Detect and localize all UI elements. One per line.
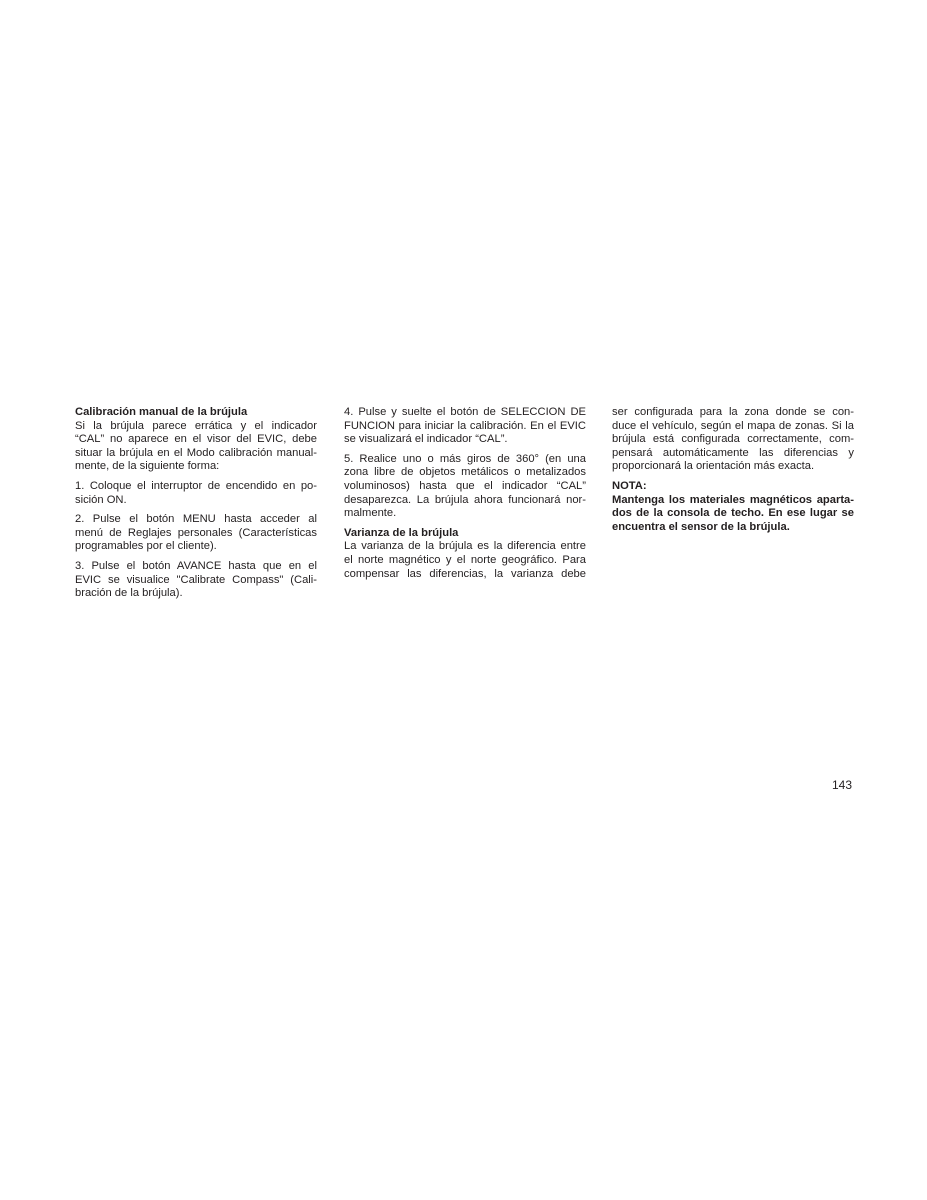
text-line: dos de la consola de techo. En ese lugar se	[612, 507, 854, 520]
text-line: Mantenga los materiales magnéticos aparta-	[612, 493, 854, 506]
text-line: se visualizará el indicador “CAL”.	[344, 433, 508, 446]
text-line: brújula está configurada correctamente, com-	[612, 433, 854, 446]
text-line: situar la brújula en el Modo calibración manual-	[75, 446, 317, 459]
text-line: duce el vehículo, según el mapa de zonas. Si la	[612, 419, 854, 432]
text-line: EVIC se visualice "Calibrate Compass" (Cali-	[75, 573, 317, 586]
text-line: malmente.	[344, 507, 397, 520]
note-paragraph	[612, 494, 854, 535]
text-line: programables por el cliente).	[75, 540, 217, 553]
text-line: desaparezca. La brújula ahora funcionará nor-	[344, 493, 586, 506]
step-2-paragraph	[75, 513, 317, 554]
text-line: pensará automáticamente las diferencias y	[612, 446, 854, 459]
text-line: menú de Reglajes personales (Características	[75, 526, 317, 539]
text-line: el norte magnético y el norte geográfico. Para	[344, 553, 586, 566]
text-line: 5. Realice uno o más giros de 360° (en una	[344, 452, 586, 465]
text-line: Si la brújula parece errática y el indicador	[75, 419, 317, 432]
text-line: 4. Pulse y suelte el botón de SELECCION DE	[344, 406, 586, 418]
intro-paragraph	[75, 420, 317, 474]
text-line: 3. Pulse el botón AVANCE hasta que en el	[75, 559, 317, 572]
section-heading-compass-variance: Varianza de la brújula	[344, 526, 459, 539]
text-line: voluminosos) hasta que el indicador “CAL”	[344, 479, 586, 492]
column-1	[75, 406, 317, 607]
text-line: mente, de la siguiente forma:	[75, 460, 220, 473]
step-4-paragraph	[344, 406, 586, 447]
text-line: ser configurada para la zona donde se con-	[612, 406, 854, 418]
text-line: bración de la brújula).	[75, 587, 183, 600]
text-line: sición ON.	[75, 493, 127, 506]
step-5-paragraph	[344, 453, 586, 521]
step-1-paragraph	[75, 480, 317, 507]
text-line: FUNCION para iniciar la calibración. En el EVIC	[344, 419, 586, 432]
column-2	[344, 406, 586, 587]
variance-paragraph	[344, 540, 586, 581]
text-line: compensar las diferencias, la varianza debe	[344, 567, 586, 580]
text-line: 2. Pulse el botón MENU hasta acceder al	[75, 513, 317, 526]
variance-continued-paragraph	[612, 406, 854, 474]
step-3-paragraph	[75, 560, 317, 601]
text-line: encuentra el sensor de la brújula.	[612, 520, 790, 533]
section-heading-manual-calibration: Calibración manual de la brújula	[75, 406, 248, 418]
note-label: NOTA:	[612, 479, 647, 492]
page-number: 143	[831, 778, 852, 792]
text-line: zona libre de objetos metálicos o metalizados	[344, 466, 586, 479]
text-line: 1. Coloque el interruptor de encendido en po-	[75, 479, 317, 492]
text-line: proporcionará la orientación más exacta.	[612, 460, 815, 473]
text-line: La varianza de la brújula es la diferencia entre	[344, 540, 586, 553]
text-line: “CAL” no aparece en el visor del EVIC, debe	[75, 433, 317, 446]
column-3	[612, 406, 854, 540]
